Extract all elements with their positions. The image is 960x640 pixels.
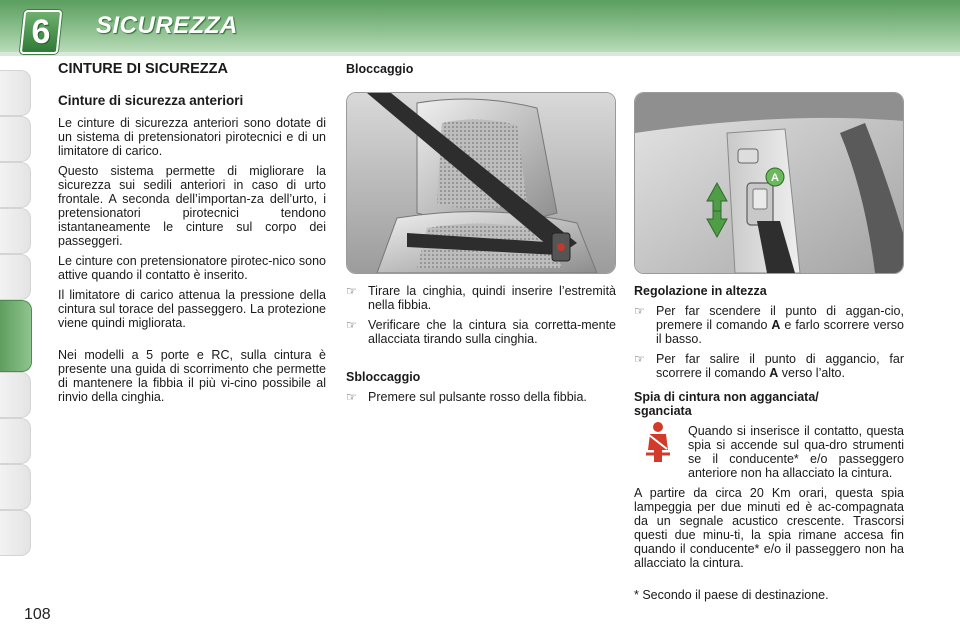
paragraph-4: Il limitatore di carico attenua la pressione della cintura sul torace del passeggero. La protezione viene quindi migliorata. xyxy=(58,288,326,330)
column-seatbelts-intro xyxy=(58,62,326,410)
unlocking-step-1: ☞ Premere sul pulsante rosso della fibbia. xyxy=(346,390,587,404)
pointing-hand-icon: ☞ xyxy=(346,284,357,298)
locking-step-1: ☞ Tirare la cinghia, quindi inserire l’estremità nella fibbia. xyxy=(346,284,616,312)
chapter-tab-4[interactable] xyxy=(0,208,31,254)
height-adjuster-illustration xyxy=(634,92,904,274)
chapter-tab-7[interactable] xyxy=(0,372,31,418)
paragraph-5: Nei modelli a 5 porte e RC, sulla cintura è presente una guida di scorrimento che permette di mantenere la fibbia il più vi-cino possibile al rinvio della cinghia. xyxy=(58,348,326,404)
footnote: * Secondo il paese di destinazione. xyxy=(634,588,829,602)
locking-instructions xyxy=(346,284,616,410)
chapter-tab-1[interactable] xyxy=(0,70,31,116)
chapter-tab-6-active[interactable] xyxy=(0,300,32,372)
warning-light-text-2: A partire da circa 20 Km orari, questa spia lampeggia per due minuti ed è ac-compagnata da un segnale acustico crescente. Trascorsi questi due minu-ti, la spia rimane accesa fin quando il conducente* e/o il passeggero non ha allacciato la cintura. xyxy=(634,486,904,570)
callout-label-a: A xyxy=(771,172,779,184)
chapter-tab-8[interactable] xyxy=(0,418,31,464)
unlocking-title: Sbloccaggio xyxy=(346,370,421,384)
chapter-number: 6 xyxy=(31,13,51,51)
pointing-hand-icon: ☞ xyxy=(346,390,357,404)
paragraph-2: Questo sistema permette di migliorare la sicurezza sui sedili anteriori in caso di urto frontale. A seconda dell’importan-za dell’urto, i pretensionatori pirotecnici tendono istantaneamente le cinture sul corpo dei passeggeri. xyxy=(58,164,326,248)
height-adjust-title: Regolazione in altezza xyxy=(634,284,767,298)
paragraph-1: Le cinture di sicurezza anteriori sono dotate di un sistema di pretensionatori pirotecnici e di un limitatore di carico. xyxy=(58,116,326,158)
chapter-tabs xyxy=(0,70,32,580)
pointing-hand-icon: ☞ xyxy=(346,318,357,332)
chapter-title: SICUREZZA xyxy=(96,12,238,39)
chapter-tab-3[interactable] xyxy=(0,162,31,208)
seatbelt-warning-icon xyxy=(640,420,676,464)
subsection-title: Cinture di sicurezza anteriori xyxy=(58,93,244,108)
page-number: 108 xyxy=(24,606,51,623)
chapter-tab-2[interactable] xyxy=(0,116,31,162)
chapter-tab-9[interactable] xyxy=(0,464,31,510)
locking-step-2: ☞ Verificare che la cintura sia corretta-mente allacciata tirando sulla cinghia. xyxy=(346,318,616,346)
pointing-hand-icon: ☞ xyxy=(634,352,645,366)
column-locking xyxy=(346,62,616,76)
seat-belt-illustration xyxy=(346,92,616,274)
header-divider xyxy=(0,52,960,56)
section-title: CINTURE DI SICUREZZA xyxy=(58,61,228,77)
chapter-tab-10[interactable] xyxy=(0,510,31,556)
warning-light-text: Quando si inserisce il contatto, questa spia si accende sul qua-dro strumenti se il conducente* e/o passeggero anteriore non ha allacciato la cintura. xyxy=(688,424,904,480)
locking-title: Bloccaggio xyxy=(346,62,414,76)
height-step-2: ☞ Per far salire il punto di aggancio, far scorrere il comando A verso l’alto. xyxy=(634,352,904,380)
pointing-hand-icon: ☞ xyxy=(634,304,645,318)
paragraph-3: Le cinture con pretensionatore pirotec-nico sono attive quando il contatto è inserito. xyxy=(58,254,326,282)
height-step-1: ☞ Per far scendere il punto di aggan-cio, premere il comando A e farlo scorrere verso il basso. xyxy=(634,304,904,346)
warning-light-title: Spia di cintura non agganciata/ sganciata xyxy=(634,390,819,418)
chapter-tab-5[interactable] xyxy=(0,254,31,300)
